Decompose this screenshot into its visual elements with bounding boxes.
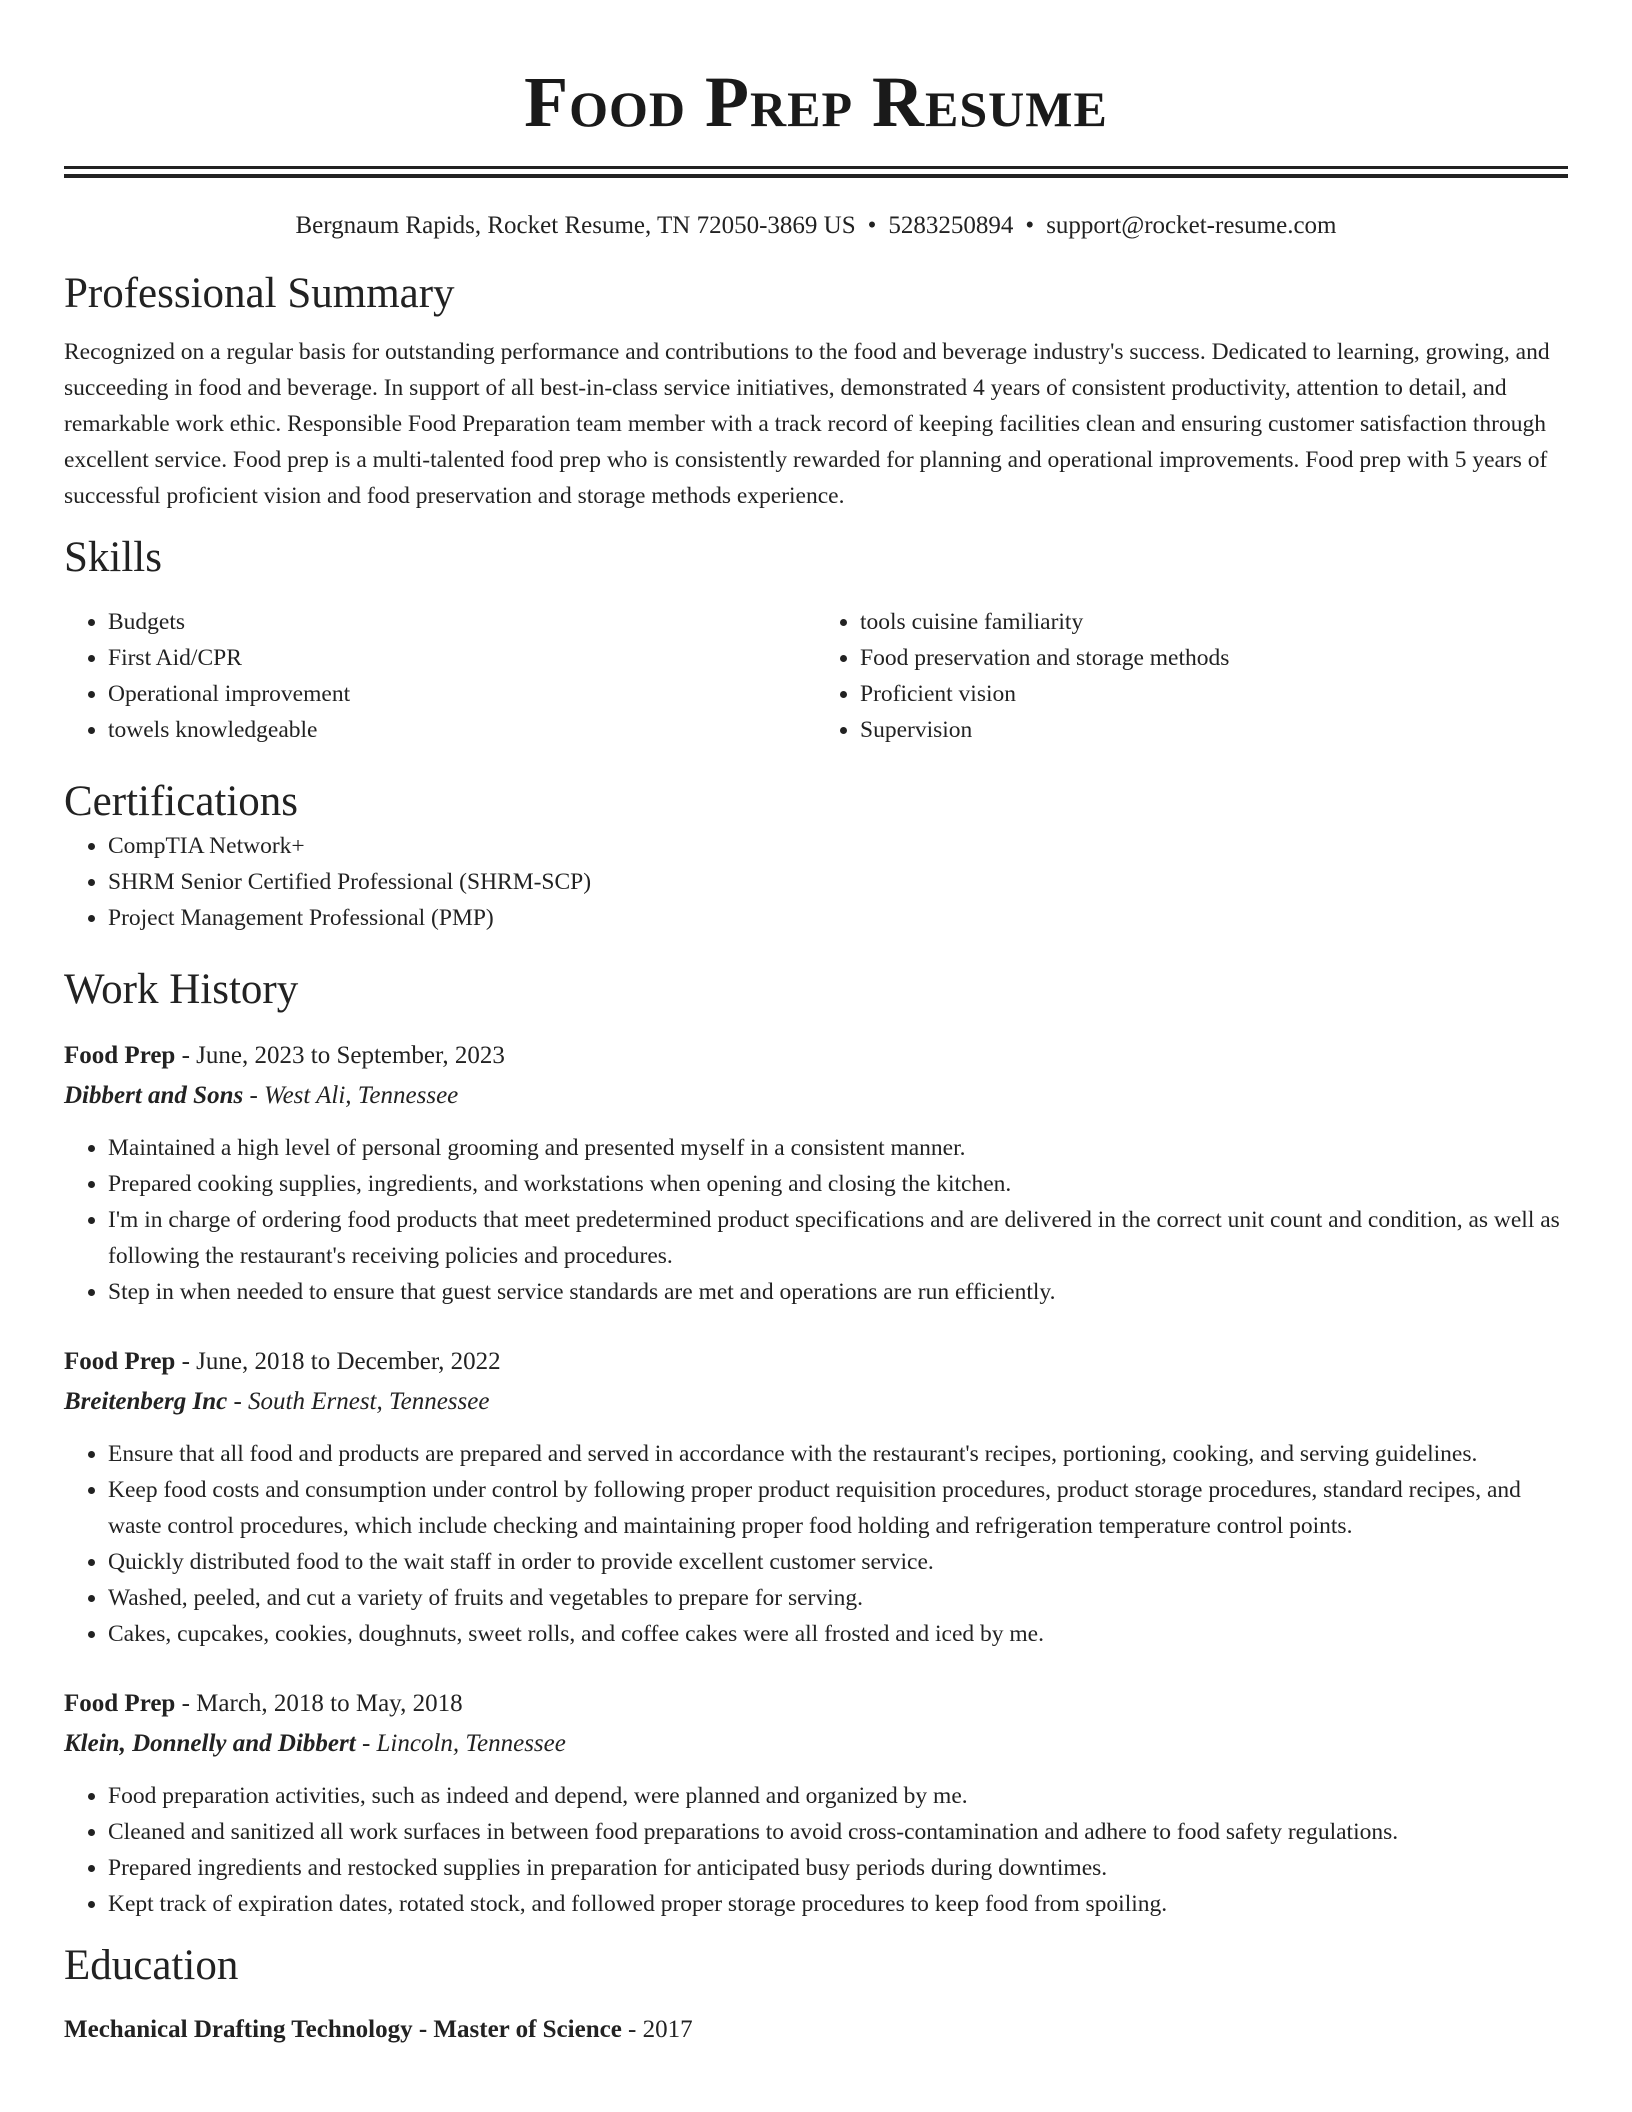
job-duty: • Prepared ingredients and restocked supplies in preparation for anticipated busy periods during downtimes.: [108, 1850, 1568, 1886]
contact-separator: •: [867, 212, 877, 239]
job-dates: - June, 2023 to September, 2023: [175, 1042, 505, 1069]
contact-email: support@rocket-resume.com: [1046, 212, 1337, 239]
skill-item: • Supervision: [860, 712, 1568, 748]
job-location: - Lincoln, Tennessee: [355, 1730, 566, 1757]
job-duties-list: [64, 1436, 1568, 1652]
job-title-line: [64, 1036, 1568, 1076]
job-duty: • Cakes, cupcakes, cookies, doughnuts, sweet rolls, and coffee cakes were all frosted and iced by me.: [108, 1616, 1568, 1652]
job-company-line: [64, 1724, 1568, 1764]
job-company-line: [64, 1076, 1568, 1116]
contact-phone: 5283250894: [888, 212, 1014, 239]
job-location: - South Ernest, Tennessee: [227, 1388, 490, 1415]
certification-item: • CompTIA Network+: [108, 828, 1568, 864]
summary-heading: Professional Summary: [64, 270, 455, 317]
job-company: Dibbert and Sons: [64, 1082, 244, 1109]
skill-item: • towels knowledgeable: [108, 712, 816, 748]
skill-item: • Budgets: [108, 604, 816, 640]
job-duty: • Kept track of expiration dates, rotated stock, and followed proper storage procedures to keep food from spoiling.: [108, 1886, 1568, 1922]
job-company: Breitenberg Inc: [64, 1388, 228, 1415]
certification-item: • SHRM Senior Certified Professional (SHRM-SCP): [108, 864, 1568, 900]
job-company: Klein, Donnelly and Dibbert: [64, 1730, 356, 1757]
work-history-heading: Work History: [64, 966, 299, 1013]
skills-heading: Skills: [64, 534, 162, 581]
certifications-heading: Certifications: [64, 778, 299, 825]
job-duties-list: [64, 1130, 1568, 1310]
job-dates: - March, 2018 to May, 2018: [175, 1690, 463, 1717]
job-company-line: [64, 1382, 1568, 1422]
skill-item: • Operational improvement: [108, 676, 816, 712]
page-title: Food Prep Resume: [524, 62, 1108, 142]
certification-item: • Project Management Professional (PMP): [108, 900, 1568, 936]
certifications-list: [64, 828, 1568, 936]
job-duty: • Ensure that all food and products are prepared and served in accordance with the restaurant's recipes, portioning, cooking, and serving guidelines.: [108, 1436, 1568, 1472]
education-degree: Mechanical Drafting Technology - Master of Science: [64, 2016, 622, 2043]
skills-list-left: [64, 604, 816, 748]
job-title-line: [64, 1684, 1568, 1724]
skill-item: • Proficient vision: [860, 676, 1568, 712]
education-entry: [64, 2010, 1568, 2050]
job-entry: [64, 1036, 1568, 1310]
contact-address: Bergnaum Rapids, Rocket Resume, TN 72050-3869 US: [295, 212, 856, 239]
job-duty: • Keep food costs and consumption under control by following proper product requisition procedures, product storage procedures, standard recipes, and waste control procedures, which include checking and maintaining proper food holding and refrigeration temperature control points.: [108, 1472, 1568, 1544]
job-entry: [64, 1342, 1568, 1652]
job-duty: • Cleaned and sanitized all work surfaces in between food preparations to avoid cross-contamination and adhere to food safety regulations.: [108, 1814, 1568, 1850]
education-heading: Education: [64, 1942, 239, 1989]
summary-text: Recognized on a regular basis for outstanding performance and contributions to the food and beverage industry's success. Dedicated to learning, growing, and succeeding in food and beverage. In support of all best-in-class service initiatives, demonstrated 4 years of consistent productivity, attention to detail, and remarkable work ethic. Responsible Food Preparation team member with a track record of keeping facilities clean and ensuring customer satisfaction through excellent service. Food prep is a multi-talented food prep who is consistently rewarded for planning and operational improvements. Food prep with 5 years of successful proficient vision and food preservation and storage methods experience.: [64, 339, 1550, 509]
job-duty: • Food preparation activities, such as indeed and depend, were planned and organized by me.: [108, 1778, 1568, 1814]
job-duties-list: [64, 1778, 1568, 1922]
job-duty: • Washed, peeled, and cut a variety of fruits and vegetables to prepare for serving.: [108, 1580, 1568, 1616]
job-duty: • Prepared cooking supplies, ingredients, and workstations when opening and closing the kitchen.: [108, 1166, 1568, 1202]
job-entry: [64, 1684, 1568, 1922]
job-dates: - June, 2018 to December, 2022: [175, 1348, 501, 1375]
contact-separator: •: [1025, 212, 1035, 239]
contact-line: [64, 210, 1568, 242]
job-duty: • Maintained a high level of personal grooming and presented myself in a consistent manner.: [108, 1130, 1568, 1166]
skill-item: • Food preservation and storage methods: [860, 640, 1568, 676]
job-location: - West Ali, Tennessee: [243, 1082, 459, 1109]
job-duty: • Step in when needed to ensure that guest service standards are met and operations are run efficiently.: [108, 1274, 1568, 1310]
job-role: Food Prep: [64, 1042, 176, 1069]
job-duty: • Quickly distributed food to the wait staff in order to provide excellent customer service.: [108, 1544, 1568, 1580]
skill-item: • tools cuisine familiarity: [860, 604, 1568, 640]
job-title-line: [64, 1342, 1568, 1382]
job-duty: • I'm in charge of ordering food products that meet predetermined product specifications and are delivered in the correct unit count and condition, as well as following the restaurant's receiving policies and procedures.: [108, 1202, 1568, 1274]
skills-columns: [64, 604, 1568, 748]
job-role: Food Prep: [64, 1348, 176, 1375]
skill-item: • First Aid/CPR: [108, 640, 816, 676]
title-double-rule: [64, 166, 1568, 178]
job-role: Food Prep: [64, 1690, 176, 1717]
skills-list-right: [816, 604, 1568, 748]
education-year: - 2017: [621, 2016, 693, 2043]
